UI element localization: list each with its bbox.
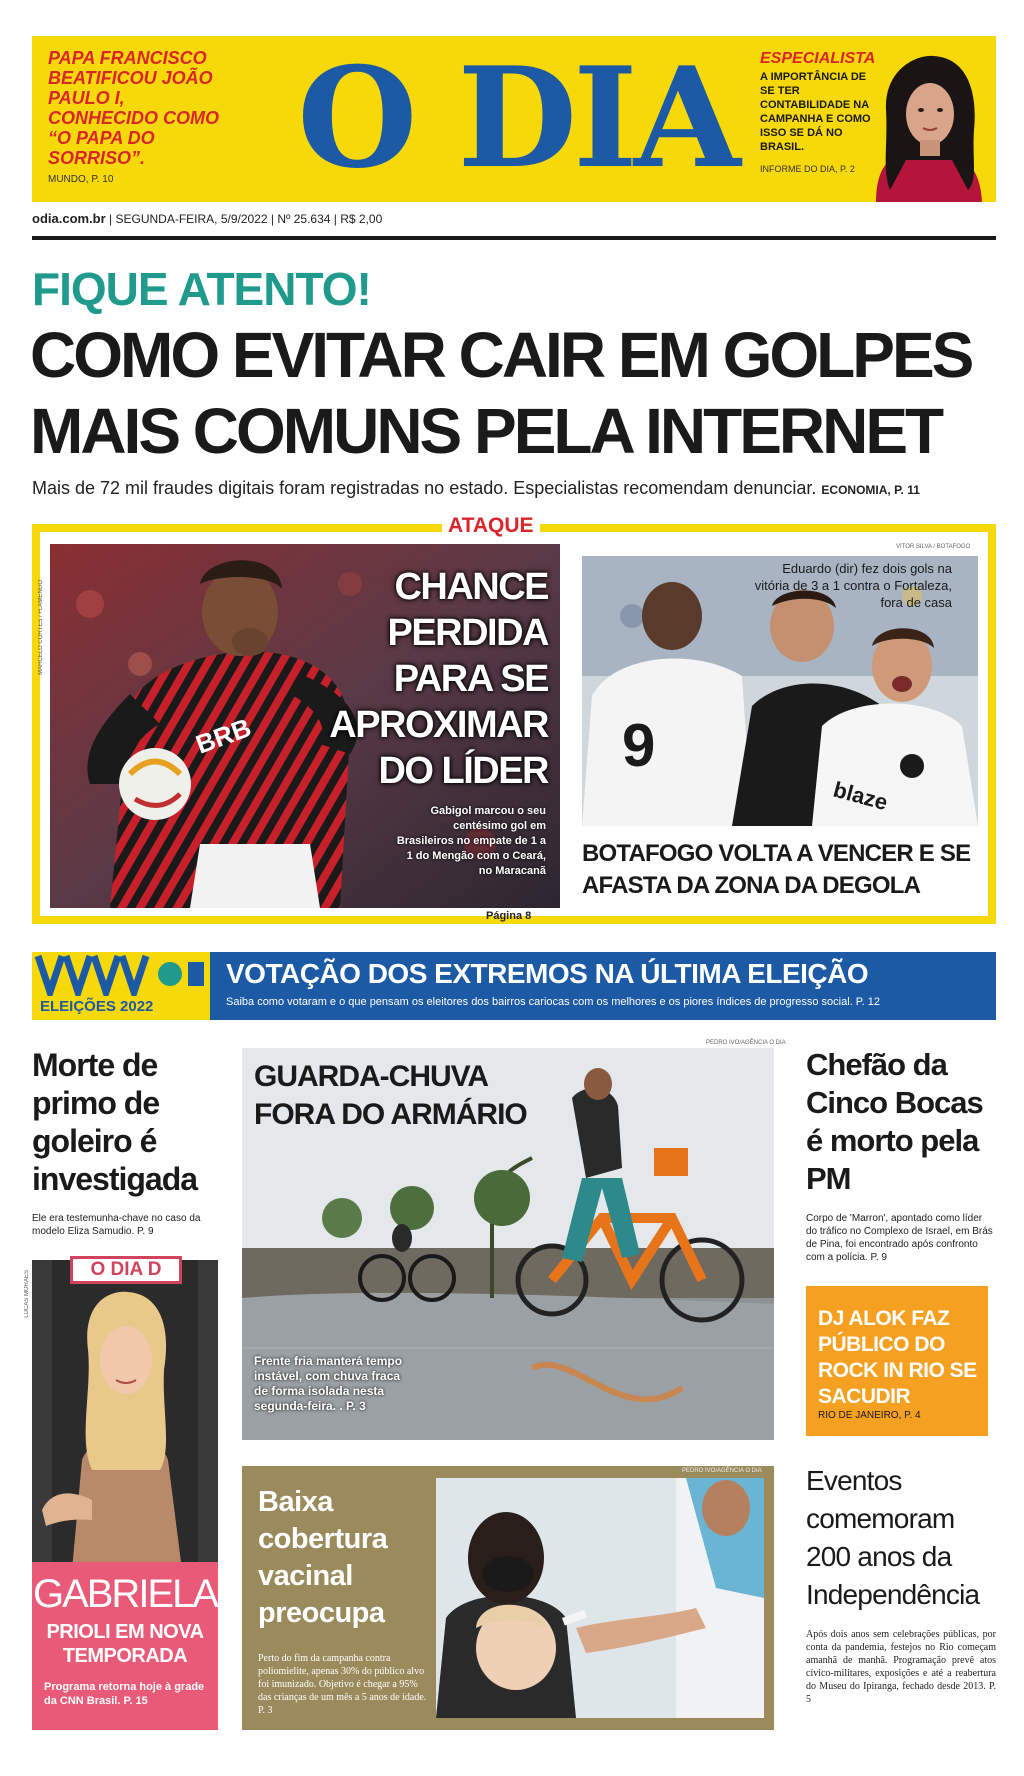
elections-headline[interactable]: VOTAÇÃO DOS EXTREMOS NA ÚLTIMA ELEIÇÃO	[226, 958, 869, 989]
photo-credit-baixa: PEDRO IVO/AGÊNCIA O DIA	[682, 1468, 762, 1474]
morte-headline[interactable]: Morte de primo de goleiro é investigada	[32, 1047, 198, 1197]
masthead-right-kicker: ESPECIALISTA	[760, 50, 876, 67]
divider-rule	[32, 236, 996, 240]
lead-deck-ref: ECONOMIA, P. 11	[821, 483, 920, 497]
lead-deck-text: Mais de 72 mil fraudes digitais foram registradas no estado. Especialistas recomendam denunciar.	[32, 478, 817, 498]
site-url[interactable]: odia.com.br	[32, 211, 106, 226]
vaccination-photo	[436, 1478, 764, 1718]
masthead	[32, 36, 996, 202]
dateline: odia.com.br | SEGUNDA-FEIRA, 5/9/2022 | Nº 25.634 | R$ 2,00	[32, 211, 383, 226]
lead-headline-line-1[interactable]: COMO EVITAR CAIR EM GOLPES	[30, 319, 972, 391]
issue-price: R$ 2,00	[340, 212, 383, 226]
photo-credit-flamengo: MARCELO CORTES / FLAMENGO	[38, 580, 44, 675]
lead-headline-line-2[interactable]: MAIS COMUNS PELA INTERNET	[30, 395, 942, 467]
odiad-tag: O DIA D	[70, 1256, 182, 1284]
botafogo-headline[interactable]: BOTAFOGO VOLTA A VENCER E SE AFASTA DA ZONA DA DEGOLA	[582, 840, 971, 899]
elections-deck: Saiba como votaram e o que pensam os eleitores dos bairros cariocas com os melhores e os piores índices de progresso social. P. 12	[226, 996, 881, 1008]
portrait-photo	[856, 50, 996, 202]
ballot-box-icon	[32, 952, 210, 996]
issue-date: SEGUNDA-FEIRA, 5/9/2022	[115, 212, 268, 226]
masthead-left-teaser[interactable]: PAPA FRANCISCO BEATIFICOU JOÃO PAULO I, CONHECIDO COMO “O PAPA DO SORRISO”.	[48, 48, 219, 168]
alok-headline[interactable]: DJ ALOK FAZ PÚBLICO DO ROCK IN RIO SE SACUDIR	[818, 1307, 977, 1408]
botafogo-photo-caption: Eduardo (dir) fez dois gols na vitória de 3 a 1 contra o Fortaleza, fora de casa	[754, 561, 952, 610]
chefao-headline[interactable]: Chefão da Cinco Bocas é morto pela PM	[806, 1047, 983, 1196]
sports-page-ref: Página 8	[486, 910, 532, 922]
flamengo-deck: Gabigol marcou o seu centésimo gol em Brasileiros no empate de 1 a 1 do Mengão com o Ceará, no Maracanã	[396, 805, 546, 877]
odiad-deck: Programa retorna hoje à grade da CNN Brasil. P. 15	[44, 1681, 205, 1707]
section-tag-ataque: ATAQUE	[442, 512, 540, 540]
svg-text:blaze: blaze	[830, 776, 891, 816]
flamengo-headline[interactable]: CHANCE PERDIDA PARA SE APROXIMAR DO LÍDER	[329, 566, 548, 792]
eventos-deck: Após dois anos sem celebrações públicas, por conta da pandemia, festejos no Rio começam amanhã de manhã. Programação prevê atos cívico-militares, exposições e até a reabertura do Museu do Ipiranga, fechado desde 2013. P. 5	[806, 1629, 996, 1705]
chefao-deck: Corpo de 'Marron', apontado como líder do tráfico no Complexo de Israel, em Brás de Pina, foi encontrado após confronto com a polícia. P. 9	[806, 1213, 993, 1263]
vaccination-deck: Perto do fim da campanha contra poliomielite, apenas 30% do público alvo foi imunizado. Objetivo é chegar a 95% das crianças de um mês a 5 anos de idade. P. 3	[258, 1653, 427, 1716]
lead-kicker: FIQUE ATENTO!	[32, 263, 371, 315]
masthead-right-teaser[interactable]: A IMPORTÂNCIA DE SE TER CONTABILIDADE NA CAMPANHA E COMO ISSO SE DÁ NO BRASIL.	[760, 71, 871, 153]
odiad-headline-name[interactable]: GABRIELA	[32, 1572, 218, 1616]
guarda-headline[interactable]: GUARDA-CHUVA FORA DO ARMÁRIO	[254, 1060, 527, 1131]
morte-deck: Ele era testemunha-chave no caso da modelo Eliza Samudio. P. 9	[32, 1213, 201, 1237]
newspaper-logo[interactable]: O DIA	[297, 36, 737, 199]
masthead-right-ref: INFORME DO DIA, P. 2	[760, 164, 855, 174]
odiad-headline-sub[interactable]: PRIOLI EM NOVA TEMPORADA	[46, 1621, 204, 1667]
issue-number: Nº 25.634	[277, 212, 331, 226]
host-portrait-photo	[32, 1260, 218, 1570]
svg-text:BRB: BRB	[191, 712, 255, 760]
elections-logo-label: ELEIÇÕES 2022	[40, 998, 154, 1015]
photo-credit-guarda: PEDRO IVO/AGÊNCIA O DIA	[706, 1040, 786, 1046]
masthead-left-ref: MUNDO, P. 10	[48, 174, 114, 185]
photo-credit-odiad: LUCAS MORAES	[24, 1270, 30, 1318]
lead-deck	[32, 478, 920, 499]
eventos-headline[interactable]: Eventos comemoram 200 anos da Independência	[806, 1465, 980, 1610]
svg-text:9: 9	[622, 712, 656, 779]
alok-ref: RIO DE JANEIRO, P. 4	[818, 1410, 921, 1421]
vaccination-headline[interactable]: Baixa cobertura vacinal preocupa	[258, 1486, 388, 1629]
guarda-deck: Frente fria manterá tempo instável, com chuva fraca de forma isolada nesta segunda-feira. . P. 3	[254, 1354, 403, 1413]
photo-credit-botafogo: VITOR SILVA / BOTAFOGO	[896, 544, 971, 550]
